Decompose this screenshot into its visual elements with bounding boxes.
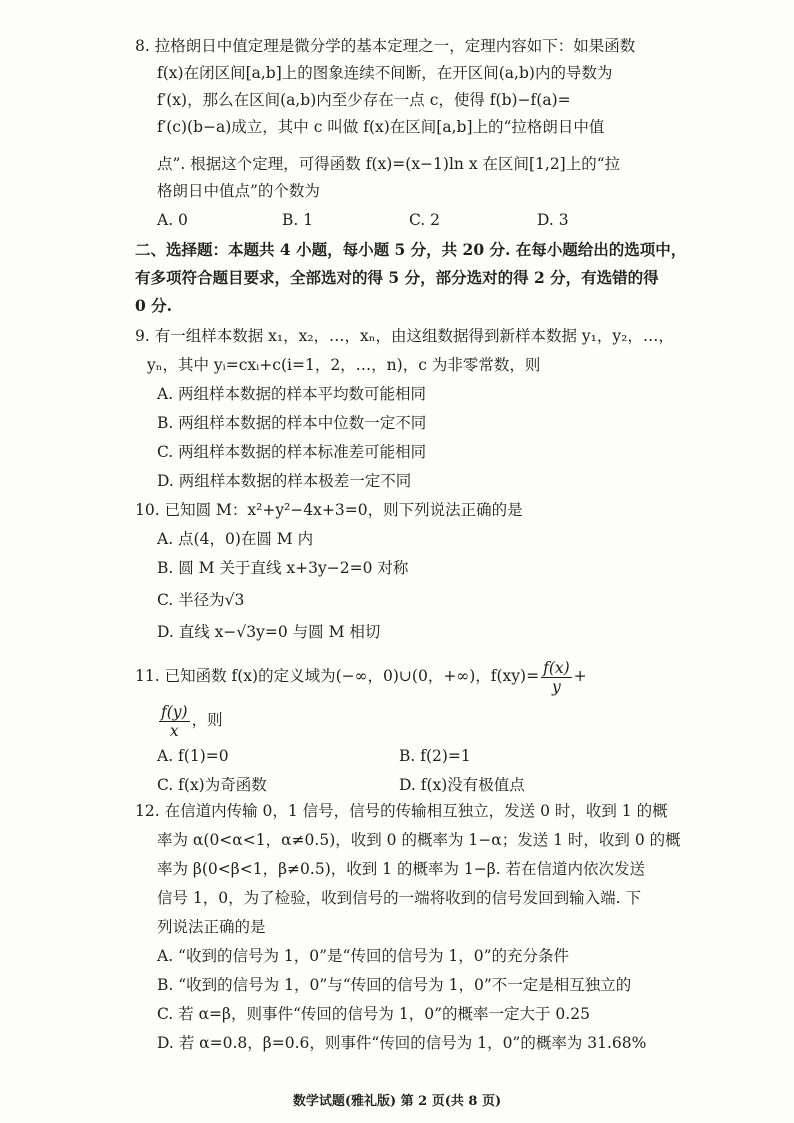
q11-text: 11. 已知函数 f(x)的定义域为(−∞，0)∪(0，+∞)，f(xy)= [135,667,540,685]
section-2-line-3: 0 分. [135,296,173,315]
q8-option-a: A. 0 [157,211,188,229]
q12-option-d: D. 若 α=0.8，β=0.6，则事件“传回的信号为 1，0”的概率为 31.68% [157,1034,647,1052]
q12-line-2: 率为 α(0<α<1，α≠0.5)，收到 0 的概率为 1−α；发送 1 时，收到 0 的概 [157,831,681,849]
q11-line-2 [157,700,734,744]
q8-options [157,210,734,232]
q11-tail: ，则 [191,711,223,729]
q8-option-d: D. 3 [537,211,569,229]
q9-line-1: 9. 有一组样本数据 x₁，x₂，…，xₙ，由这组数据得到新样本数据 y₁，y₂，…， [135,327,674,345]
q9-option-a: A. 两组样本数据的样本平均数可能相同 [157,385,427,403]
q8-line-4: f′(c)(b−a)成立，其中 c 叫做 f(x)在区间[a,b]上的“拉格朗日中值 [157,118,605,136]
q8-option-c: C. 2 [409,211,441,229]
q9-option-c: C. 两组样本数据的样本标准差可能相同 [157,443,427,461]
q12-line-4: 信号 1，0，为了检验，收到信号的一端将收到的信号发回到输入端. 下 [157,889,642,907]
q8-line-6: 格朗日中值点”的个数为 [157,182,320,200]
q12-line-3: 率为 β(0<β<1，β≠0.5)，收到 1 的概率为 1−β. 若在信道内依次发送 [157,860,646,878]
q11-options-row-1 [157,746,734,768]
q11-fraction-2 [159,703,190,740]
q11-fraction-2-denominator: x [169,721,179,740]
q8-line-1: 8. 拉格朗日中值定理是微分学的基本定理之一，定理内容如下：如果函数 [135,37,636,55]
q11-fraction-1-numerator: f(x) [543,658,570,677]
q12-option-c: C. 若 α=β，则事件“传回的信号为 1，0”的概率一定大于 0.25 [157,1005,590,1023]
q8-line-2: f(x)在闭区间[a,b]上的图象连续不间断，在开区间(a,b)内的导数为 [157,64,613,82]
q11-option-a: A. f(1)=0 [157,747,229,765]
q11-plus: + [573,667,587,685]
q10-option-b: B. 圆 M 关于直线 x+3y−2=0 对称 [157,559,409,577]
q11-line-1 [135,656,734,700]
q8-line-3: f′(x)，那么在区间(a,b)内至少存在一点 c，使得 f(b)−f(a)= [157,91,571,109]
q9-line-2: yₙ，其中 yᵢ=cxᵢ+c(i=1，2，…，n)，c 为非零常数，则 [147,356,541,374]
q11-option-b: B. f(2)=1 [399,747,471,765]
q9-option-b: B. 两组样本数据的样本中位数一定不同 [157,414,427,432]
section-2-line-1: 二、选择题：本题共 4 小题，每小题 5 分，共 20 分. 在每小题给出的选项中， [135,240,687,259]
q11-fraction-2-numerator: f(y) [161,702,188,721]
page-footer: 数学试题(雅礼版) 第 2 页(共 8 页) [292,1094,502,1109]
section-2-line-2: 有多项符合题目要求，全部选对的得 5 分，部分选对的得 2 分，有选错的得 [135,268,659,287]
q11-fraction-1 [541,659,572,696]
q12-option-a: A. “收到的信号为 1，0”是“传回的信号为 1，0”的充分条件 [157,947,570,965]
q11-fraction-1-denominator: y [552,677,561,696]
q10-option-c: C. 半径为√3 [157,591,245,609]
q9-option-d: D. 两组样本数据的样本极差一定不同 [157,472,412,490]
q11-options-row-2 [157,775,734,797]
q10-option-d: D. 直线 x−√3y=0 与圆 M 相切 [157,623,381,641]
q11-option-c: C. f(x)为奇函数 [157,776,267,794]
q10-line-1: 10. 已知圆 M：x²+y²−4x+3=0，则下列说法正确的是 [135,501,523,519]
q12-option-b: B. “收到的信号为 1，0”与“传回的信号为 1，0”不一定是相互独立的 [157,976,632,994]
q8-line-5: 点”. 根据这个定理，可得函数 f(x)=(x−1)ln x 在区间[1,2]上的“拉 [157,155,621,173]
q12-line-5: 列说法正确的是 [157,918,266,936]
q11-option-d: D. f(x)没有极值点 [399,776,525,794]
q8-option-b: B. 1 [282,211,314,229]
q10-option-a: A. 点(4，0)在圆 M 内 [157,530,314,548]
q12-line-1: 12. 在信道内传输 0，1 信号，信号的传输相互独立，发送 0 时，收到 1 的概 [135,802,668,820]
